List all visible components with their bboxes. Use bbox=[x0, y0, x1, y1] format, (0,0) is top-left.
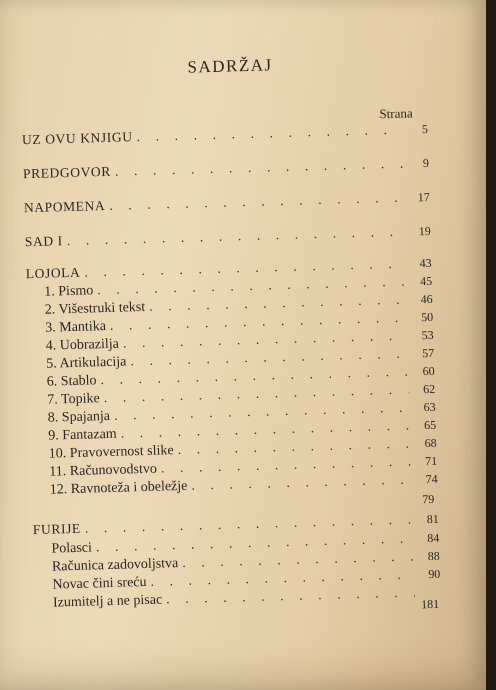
toc-entry-label: 2. Višestruki tekst bbox=[44, 299, 146, 318]
toc-entry-page: 46 bbox=[420, 291, 433, 307]
toc-entry-label: SAD I bbox=[24, 233, 63, 250]
toc-entry-napomena[interactable] bbox=[24, 189, 430, 218]
toc-entry-label: 8. Spajanja bbox=[47, 408, 111, 426]
page-title: SADRŽAJ bbox=[187, 55, 273, 77]
toc-entry-label: 6. Stablo bbox=[46, 373, 97, 390]
toc-entry-page: 74 bbox=[425, 471, 438, 487]
toc-entry-uz-ovu-knjigu[interactable] bbox=[22, 121, 428, 150]
toc-entry-page: 63 bbox=[423, 399, 436, 415]
toc-entry-label: 5. Artikulacija bbox=[46, 354, 127, 372]
toc-entry-page: 5 bbox=[421, 121, 429, 137]
toc-entry-label: 12. Ravnoteža i obeležje bbox=[49, 478, 188, 498]
toc-entry-label: 3. Mantika bbox=[45, 319, 107, 336]
toc-entry-label: 7. Topike bbox=[47, 391, 100, 408]
toc-entry-sad-i[interactable] bbox=[25, 223, 431, 252]
toc-entry-label: 4. Uobrazilja bbox=[45, 336, 120, 354]
toc-entry-page: 50 bbox=[420, 309, 434, 325]
toc-entry-label: 10. Pravovernost slike bbox=[48, 443, 174, 462]
toc-entry-label: Novac čini sreću bbox=[52, 574, 147, 593]
toc-entry-label: NAPOMENA bbox=[23, 197, 106, 216]
toc-entry-page: 17 bbox=[417, 189, 430, 205]
toc-entry-page: 60 bbox=[422, 363, 435, 379]
dot-leader bbox=[115, 157, 403, 181]
toc-entry-page: 9 bbox=[422, 155, 430, 171]
toc-entry-page: 43 bbox=[419, 255, 432, 271]
toc-entry-page: 45 bbox=[419, 273, 433, 289]
toc-entry-label: Računica zadovoljstva bbox=[51, 556, 179, 575]
toc-entry-label: FURIJE bbox=[32, 520, 81, 538]
toc-entry-page: 81 bbox=[426, 511, 439, 527]
toc-entry-label: LOJOLA bbox=[25, 264, 81, 282]
toc-entry-page: 68 bbox=[424, 435, 437, 451]
toc-entry-page: 62 bbox=[422, 381, 436, 397]
dot-leader bbox=[136, 123, 402, 146]
page-number-79: 79 bbox=[422, 491, 435, 507]
page-column-header: Strana bbox=[379, 105, 413, 122]
toc-entry-page: 19 bbox=[418, 223, 431, 239]
page-number-181: 181 bbox=[420, 596, 440, 612]
toc-entry-page: 57 bbox=[421, 345, 435, 361]
dot-leader bbox=[109, 191, 404, 215]
toc-entry-page: 71 bbox=[424, 453, 438, 469]
toc-entry-page: 53 bbox=[421, 327, 434, 343]
toc-entry-predgovor[interactable] bbox=[23, 155, 429, 184]
toc-entry-page: 84 bbox=[427, 530, 440, 546]
dot-leader bbox=[67, 225, 405, 250]
toc-entry-page: 88 bbox=[427, 548, 441, 564]
toc-entry-label: Polasci bbox=[51, 540, 93, 557]
toc-entry-label: UZ OVU KNJIGU bbox=[21, 129, 133, 148]
toc-entry-page: 65 bbox=[423, 417, 437, 433]
toc-entry-page: 90 bbox=[428, 566, 441, 582]
toc-entry-label: 9. Fantazam bbox=[48, 426, 117, 444]
toc-entry-label: 1. Pismo bbox=[44, 283, 94, 300]
toc-entry-label: Izumitelj a ne pisac bbox=[52, 592, 163, 611]
toc-entry-label: PREDGOVOR bbox=[22, 163, 112, 182]
toc-entry-label: 11. Računovodstvo bbox=[49, 461, 158, 480]
